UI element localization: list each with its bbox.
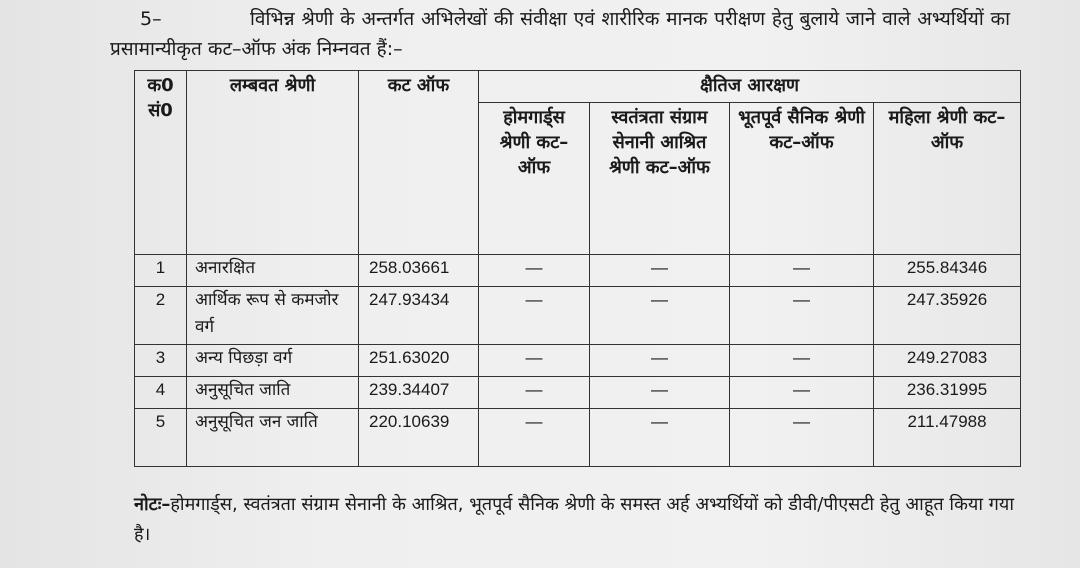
header-freedom-fighter-cutoff: स्वतंत्रता संग्राम सेनानी आश्रित श्रेणी कट–ऑफ	[590, 103, 730, 255]
header-cutoff: कट ऑफ	[359, 71, 479, 255]
cell-cutoff: 247.93434	[359, 287, 479, 345]
cell-homeguard: —	[479, 409, 590, 467]
cell-homeguard: —	[479, 377, 590, 409]
cell-category: अनारक्षित	[187, 255, 359, 287]
cell-category: अन्य पिछड़ा वर्ग	[187, 345, 359, 377]
cell-homeguard: —	[479, 287, 590, 345]
cell-freedom: —	[590, 377, 730, 409]
note-text: होमगार्ड्स, स्वतंत्रता संग्राम सेनानी के आश्रित, भूतपूर्व सैनिक श्रेणी के समस्त अर्ह अभ्यर्थियों को डीवी/पीएसटी हेतु आहूत किया गया है।	[134, 494, 1014, 545]
cell-cutoff: 251.63020	[359, 345, 479, 377]
intro-text: विभिन्न श्रेणी के अन्तर्गत अभिलेखों की संवीक्षा एवं शारीरिक मानक परीक्षण हेतु बुलाये जाने वाले अभ्यर्थियों का प्रसामान्यीकृत कट–ऑफ अंक निम्नवत हैं:–	[110, 8, 1010, 60]
cell-cutoff: 258.03661	[359, 255, 479, 287]
cell-category: अनुसूचित जाति	[187, 377, 359, 409]
cell-homeguard: —	[479, 345, 590, 377]
header-ex-serviceman-cutoff: भूतपूर्व सैनिक श्रेणी कट–ऑफ	[730, 103, 874, 255]
cell-serial: 3	[135, 345, 187, 377]
cell-exservice: —	[730, 345, 874, 377]
note-paragraph	[134, 490, 1014, 550]
header-horizontal-reservation: क्षैतिज आरक्षण	[479, 71, 1021, 103]
header-homeguard-cutoff: होमगार्ड्स श्रेणी कट–ऑफ	[479, 103, 590, 255]
cutoff-table	[134, 70, 1021, 467]
cell-freedom: —	[590, 345, 730, 377]
header-women-cutoff: महिला श्रेणी कट–ऑफ	[874, 103, 1021, 255]
cell-women: 211.47988	[874, 409, 1021, 467]
cell-freedom: —	[590, 287, 730, 345]
cell-homeguard: —	[479, 255, 590, 287]
header-serial-number: क0 सं0	[135, 71, 187, 255]
cell-freedom: —	[590, 409, 730, 467]
cell-exservice: —	[730, 287, 874, 345]
cell-women: 255.84346	[874, 255, 1021, 287]
table-row	[135, 409, 1021, 467]
cell-serial: 1	[135, 255, 187, 287]
cell-exservice: —	[730, 255, 874, 287]
section-number: 5–	[140, 8, 162, 30]
table-row	[135, 345, 1021, 377]
cell-exservice: —	[730, 409, 874, 467]
table-row	[135, 255, 1021, 287]
header-vertical-category: लम्बवत श्रेणी	[187, 71, 359, 255]
cell-freedom: —	[590, 255, 730, 287]
cell-category: आर्थिक रूप से कमजोर वर्ग	[187, 287, 359, 345]
cell-women: 247.35926	[874, 287, 1021, 345]
intro-paragraph	[110, 4, 1010, 64]
cell-exservice: —	[730, 377, 874, 409]
cell-serial: 2	[135, 287, 187, 345]
cell-serial: 4	[135, 377, 187, 409]
cell-serial: 5	[135, 409, 187, 467]
cell-women: 236.31995	[874, 377, 1021, 409]
cell-women: 249.27083	[874, 345, 1021, 377]
table-row	[135, 377, 1021, 409]
cell-category: अनुसूचित जन जाति	[187, 409, 359, 467]
cell-cutoff: 239.34407	[359, 377, 479, 409]
cell-cutoff: 220.10639	[359, 409, 479, 467]
note-label: नोटः–	[134, 494, 171, 515]
table-row	[135, 287, 1021, 345]
